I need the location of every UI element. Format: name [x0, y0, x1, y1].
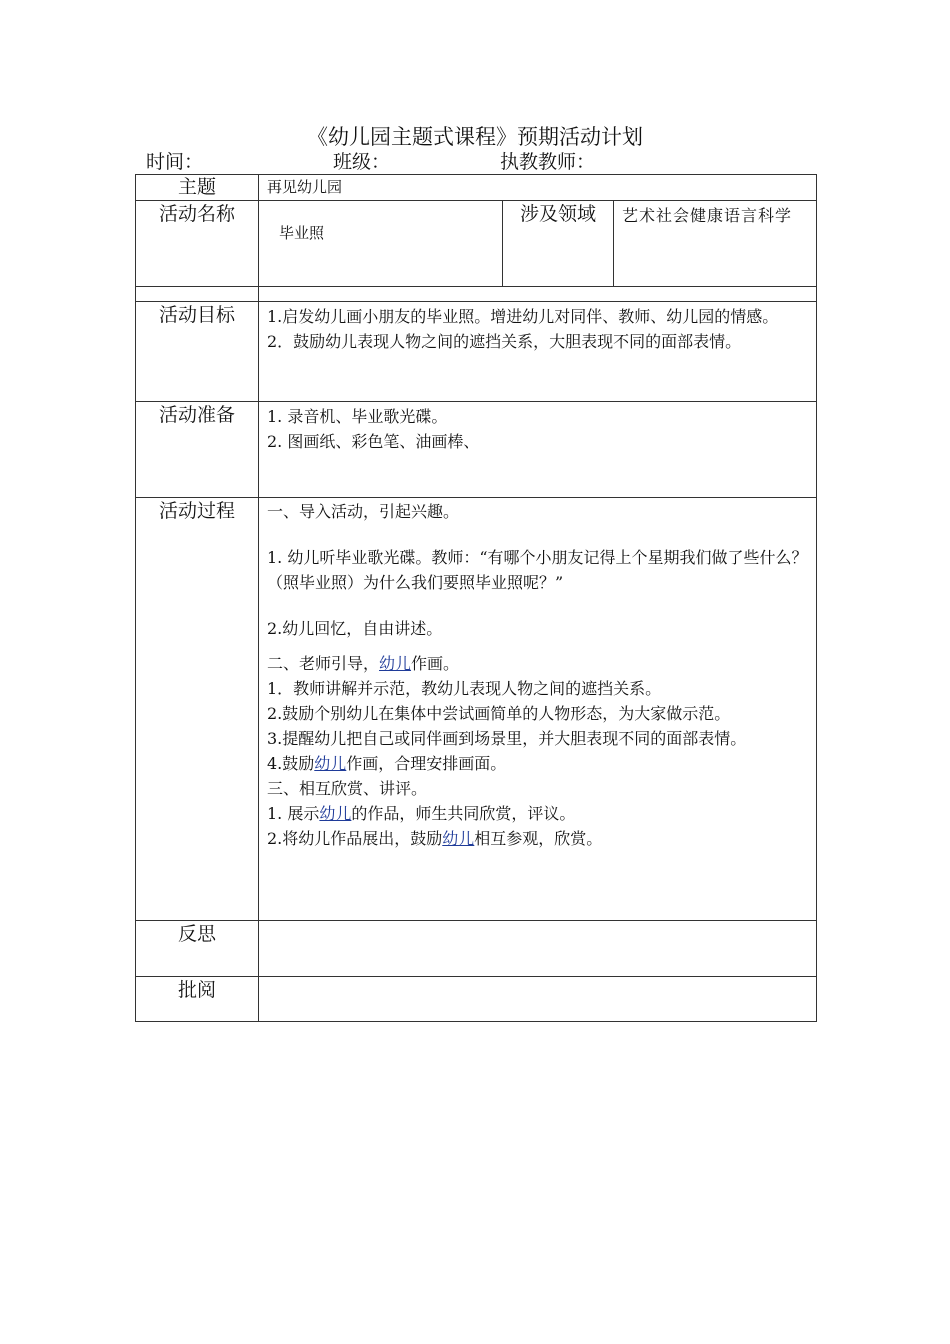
- spacer-cell: [136, 287, 259, 302]
- process-content: [259, 498, 817, 921]
- domain-label: 涉及领域: [503, 201, 614, 287]
- process-step: 1. 幼儿听毕业歌光碟。教师：“有哪个小朋友记得上个星期我们做了些什么？（照毕业照）为什么我们要照毕业照呢？”: [267, 548, 808, 592]
- reflection-value: [259, 921, 817, 977]
- process-step: 一、导入活动，引起兴趣。: [267, 502, 460, 521]
- row-process: [136, 498, 817, 921]
- theme-value: 再见幼儿园: [259, 175, 817, 201]
- row-review: [136, 977, 817, 1022]
- process-step: 三、相互欣赏、讲评。: [267, 779, 428, 798]
- row-activity-name: [136, 201, 817, 287]
- goals-content: [259, 302, 817, 402]
- activity-name-label: 活动名称: [136, 201, 259, 287]
- class-label: 班级：: [333, 151, 391, 173]
- goal-line: 1.启发幼儿画小朋友的毕业照。增进幼儿对同伴、教师、幼儿园的情感。: [267, 307, 779, 326]
- row-preparation: [136, 402, 817, 498]
- process-step: 1．教师讲解并示范，教幼儿表现人物之间的遮挡关系。: [267, 679, 662, 698]
- review-label: 批阅: [136, 977, 259, 1022]
- row-spacer: [136, 287, 817, 302]
- spacer-cell: [259, 287, 817, 302]
- preparation-line: 1. 录音机、毕业歌光碟。: [267, 407, 448, 426]
- activity-name-value: 毕业照: [259, 201, 503, 287]
- link-kids[interactable]: 幼儿: [314, 754, 347, 773]
- domain-value: 艺术社会健康语言科学: [614, 201, 817, 287]
- process-step: 2.幼儿回忆，自由讲述。: [267, 619, 443, 638]
- activity-plan-table: [135, 174, 817, 1022]
- process-step: 2.鼓励个别幼儿在集体中尝试画简单的人物形态，为大家做示范。: [267, 704, 731, 723]
- process-label: 活动过程: [136, 498, 259, 921]
- preparation-line: 2. 图画纸、彩色笔、油画棒、: [267, 432, 480, 451]
- goals-label: 活动目标: [136, 302, 259, 402]
- link-kids[interactable]: 幼儿: [319, 804, 352, 823]
- link-kids[interactable]: 幼儿: [442, 829, 475, 848]
- page-title: 《幼儿园主题式课程》预期活动计划: [307, 125, 643, 149]
- preparation-label: 活动准备: [136, 402, 259, 498]
- process-step: 2.将幼儿作品展出，鼓励幼儿相互参观，欣赏。: [267, 829, 603, 848]
- process-step: 二、老师引导，幼儿作画。: [267, 654, 460, 673]
- row-goals: [136, 302, 817, 402]
- link-kids[interactable]: 幼儿: [379, 654, 412, 673]
- process-step: 1. 展示幼儿的作品，师生共同欣赏，评议。: [267, 804, 576, 823]
- reflection-label: 反思: [136, 921, 259, 977]
- theme-label: 主题: [136, 175, 259, 201]
- row-theme: [136, 175, 817, 201]
- row-reflection: [136, 921, 817, 977]
- process-step: 3.提醒幼儿把自己或同伴画到场景里，并大胆表现不同的面部表情。: [267, 729, 747, 748]
- teacher-label: 执教教师：: [500, 151, 596, 173]
- goal-line: 2．鼓励幼儿表现人物之间的遮挡关系，大胆表现不同的面部表情。: [267, 332, 742, 351]
- preparation-content: [259, 402, 817, 498]
- review-value: [259, 977, 817, 1022]
- time-label: 时间：: [146, 151, 204, 173]
- process-step: 4.鼓励幼儿作画，合理安排画面。: [267, 754, 507, 773]
